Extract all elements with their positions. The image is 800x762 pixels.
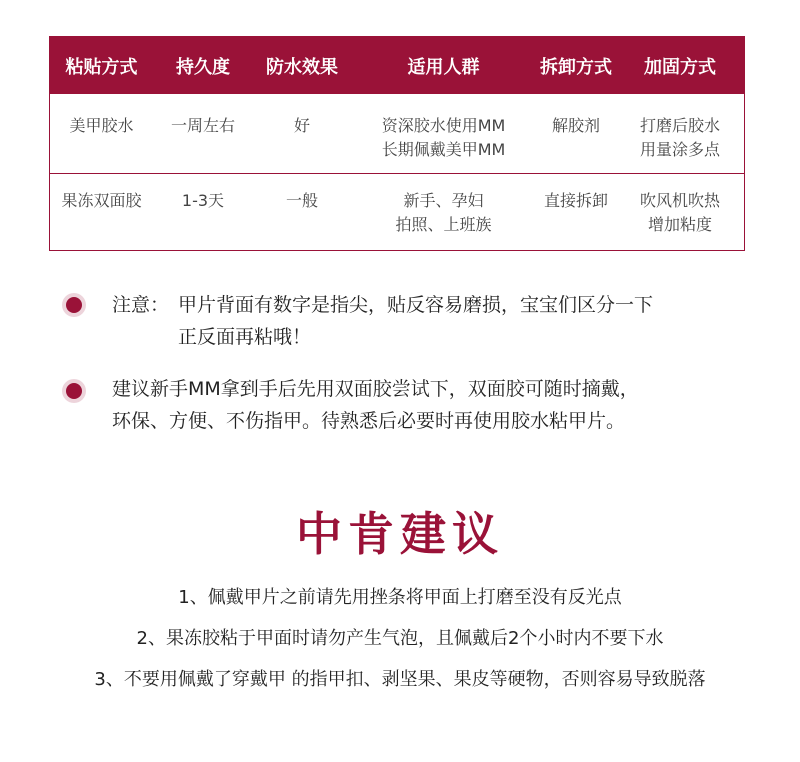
suggestion-line: 环保、方便、不伤指甲。待熟悉后必要时再使用胶水粘甲片。	[112, 410, 626, 432]
cell-method: 美甲胶水	[69, 116, 134, 135]
section-title: 中肯建议	[296, 507, 504, 561]
cell-removal: 解胶剂	[551, 116, 600, 135]
suggestion-line: 建议新手MM拿到手后先用双面胶尝试下，双面胶可随时摘戴，	[112, 378, 639, 400]
header-duration: 持久度	[176, 56, 230, 78]
header-reinforce: 加固方式	[644, 56, 716, 78]
header-removal: 拆卸方式	[540, 56, 612, 78]
cell-duration: 1-3天	[181, 191, 225, 210]
cell-reinforce	[616, 174, 744, 250]
cell-audience	[351, 94, 536, 173]
header-audience: 适用人群	[407, 56, 480, 78]
cell-reinforce-line: 打磨后胶水	[639, 116, 720, 135]
cell-reinforce-line: 增加粘度	[647, 215, 712, 234]
notice-line: 甲片背面有数字是指尖，贴反容易磨损，宝宝们区分一下	[178, 294, 654, 316]
cell-audience-line: 新手、孕妇	[403, 191, 484, 210]
notice-line: 正反面再粘哦！	[178, 326, 312, 348]
cell-waterproof: 好	[293, 116, 310, 135]
comparison-table	[49, 36, 745, 251]
cell-audience-line: 拍照、上班族	[395, 215, 492, 234]
notice-label: 注意：	[112, 294, 170, 316]
table-header	[50, 37, 744, 94]
bullet-dot-icon	[66, 297, 82, 313]
header-waterproof: 防水效果	[266, 56, 338, 78]
suggestion-text	[112, 373, 732, 437]
cell-reinforce	[616, 94, 744, 173]
cell-duration: 一周左右	[170, 116, 235, 135]
tip-item: 2、果冻胶粘于甲面时请勿产生气泡，且佩戴后2个小时内不要下水	[136, 628, 664, 649]
table-row	[50, 174, 744, 250]
cell-audience-line: 资深胶水使用MM	[381, 116, 506, 135]
cell-reinforce-line: 吹风机吹热	[639, 191, 720, 210]
table-row	[50, 94, 744, 174]
header-method: 粘贴方式	[65, 56, 138, 78]
cell-audience	[351, 174, 536, 250]
cell-audience-line: 长期佩戴美甲MM	[381, 140, 506, 159]
cell-reinforce-line: 用量涂多点	[639, 140, 720, 159]
cell-method: 果冻双面胶	[61, 191, 142, 210]
bullet-dot-icon	[66, 383, 82, 399]
cell-removal: 直接拆卸	[543, 191, 608, 210]
cell-waterproof: 一般	[285, 191, 318, 210]
notice-text	[178, 289, 738, 353]
tip-item: 3、不要用佩戴了穿戴甲 的指甲扣、剥坚果、果皮等硬物，否则容易导致脱落	[94, 669, 706, 690]
tip-item: 1、佩戴甲片之前请先用挫条将甲面上打磨至没有反光点	[178, 587, 622, 608]
